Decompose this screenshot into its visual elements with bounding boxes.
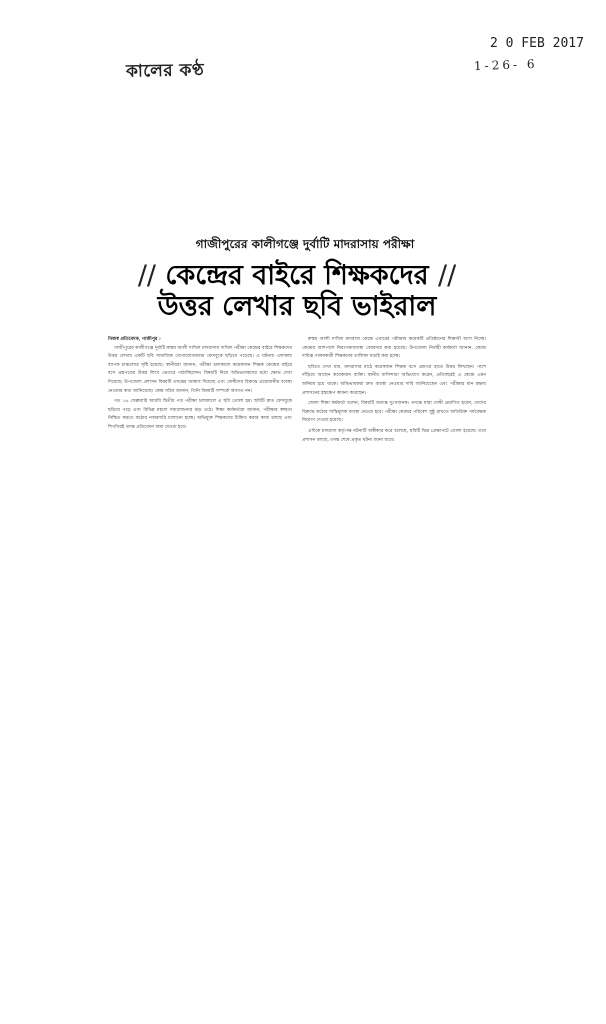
body-paragraph: এদিকে মাদরাসা কর্তৃপক্ষ ঘটনাটি অস্বীকার করে বলেছে, ছবিটি ভিন্ন প্রেক্ষাপটে তোলা হয়েছে। তবে প্রশাসন বলছে, তদন্ত শেষে প্রকৃত ঘটনা জানা যাবে। [302, 429, 486, 443]
headline-line-1-text: কেন্দ্রের বাইরে শিক্ষকদের [165, 260, 429, 291]
body-paragraph: গত ১৬ ফেব্রুয়ারি আরবি দ্বিতীয় পত্র পরীক্ষা চলাকালে এ ছবি তোলা হয়। ছবিটি দ্রুত ফেসবুকে ছড়িয়ে পড়ে এবং বিভিন্ন মহলে সমালোচনার ঝড় ওঠে। শিক্ষা কর্মকর্তারা জানান, পরীক্ষার স্বচ্ছতা নিশ্চিত করতে কঠোর নজরদারি চালানো হচ্ছে। অভিযুক্ত শিক্ষকদের চিহ্নিত করার কাজ চলছে এবং শিগগিরই তদন্ত প্রতিবেদন জমা দেওয়া হবে। [108, 399, 292, 431]
slash-mark-left: // [137, 260, 157, 291]
article-body [108, 336, 486, 686]
article-headline [108, 260, 486, 322]
handwritten-note: 1-26- 6 [473, 56, 538, 74]
body-paragraph: গাজীপুরের কালীগঞ্জে দুর্বাটি রুস্তম আলী দাখিল মাদরাসায় দাখিল পরীক্ষা কেন্দ্রের বাইরে শিক্ষকদের উত্তর লেখার একটি ছবি সামাজিক যোগাযোগমাধ্যম ফেসবুকে ছড়িয়ে পড়েছে। এ ঘটনায় এলাকায় ব্যাপক চাঞ্চল্যের সৃষ্টি হয়েছে। স্থানীয়রা জানান, পরীক্ষা চলাকালে কয়েকজন শিক্ষক কেন্দ্রের বাইরে বসে প্রশ্নপত্রের উত্তর লিখে ভেতরে পাঠাচ্ছিলেন। বিষয়টি নিয়ে অভিভাবকদের মধ্যে ক্ষোভ দেখা দিয়েছে। উপজেলা প্রশাসন বিষয়টি তদন্তের আশ্বাস দিয়েছে এবং দোষীদের বিরুদ্ধে প্রয়োজনীয় ব্যবস্থা নেওয়ার কথা জানিয়েছে। কেন্দ্র সচিব জানান, তিনি বিষয়টি সম্পর্কে অবগত নন। [108, 345, 292, 394]
body-paragraph: রুস্তম আলী দাখিল মাদরাসা কেন্দ্রে এবারের পরীক্ষায় কয়েকটি প্রতিষ্ঠানের শিক্ষার্থী অংশ নিচ্ছে। কেন্দ্রের আশপাশে নিরাপত্তাব্যবস্থা জোরদার করা হয়েছে। উপজেলা নির্বাহী কর্মকর্তা জানান, কেন্দ্রে দায়িত্ব পালনকারী শিক্ষকদের তালিকা যাচাই করা হচ্ছে। [302, 337, 486, 360]
article-byline: নিজস্ব প্রতিবেদক, গাজীপুর › [108, 337, 161, 343]
headline-line-2: উত্তর লেখার ছবি ভাইরাল [157, 291, 437, 323]
body-paragraph: জেলা শিক্ষা কর্মকর্তা বলেন, বিষয়টি অত্যন্ত দুঃখজনক। তদন্তে যারা দোষী প্রমাণিত হবেন, তাদের বিরুদ্ধে কঠোর শাস্তিমূলক ব্যবস্থা নেওয়া হবে। পরীক্ষা কেন্দ্রের পরিবেশ সুষ্ঠু রাখতে অতিরিক্ত পর্যবেক্ষক নিয়োগ দেওয়া হয়েছে। [302, 401, 486, 424]
article-kicker: গাজীপুরের কালীগঞ্জে দুর্বাটি মাদরাসায় পরীক্ষা [195, 237, 415, 251]
headline-line-1 [108, 260, 486, 291]
body-paragraph: ছবিতে দেখা যায়, মাদরাসার মাঠে কয়েকজন শিক্ষক বসে প্রশ্নপত্র হাতে উত্তর লিখছেন। পাশে দাঁড়িয়ে আছেন কয়েকজন ব্যক্তি। স্থানীয় বাসিন্দারা অভিযোগ করেন, প্রতিবছরই এ কেন্দ্রে এমন অনিয়ম হয়ে থাকে। অভিভাবকরা দ্রুত ব্যবস্থা নেওয়ার দাবি জানিয়েছেন এবং পরীক্ষার মান রক্ষায় প্রশাসনের হস্তক্ষেপ কামনা করেছেন। [302, 364, 486, 396]
article-column-2 [302, 336, 486, 686]
newspaper-masthead: কালের কণ্ঠ [125, 60, 205, 82]
news-article [108, 236, 486, 686]
article-column-1 [108, 336, 292, 626]
date-stamp: 2 0 FEB 2017 [490, 36, 584, 51]
slash-mark-right: // [437, 260, 457, 291]
